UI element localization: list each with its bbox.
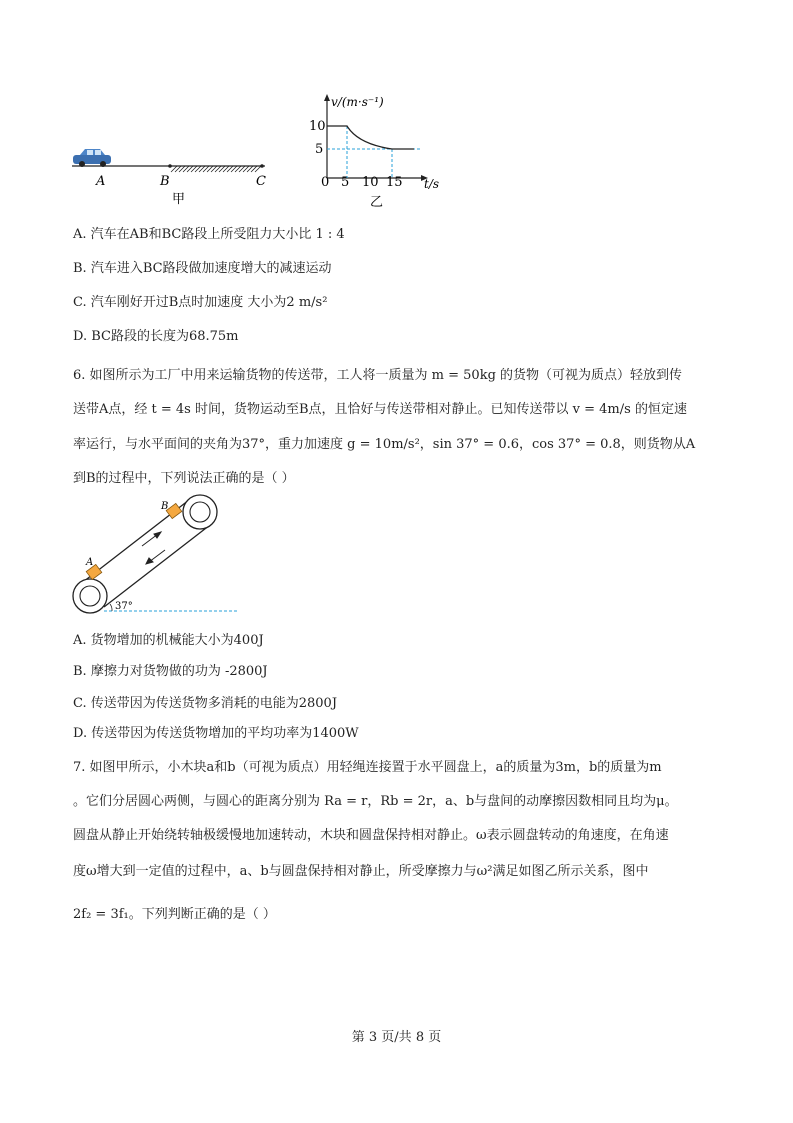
q6-option-a: A. 货物增加的机械能大小为400J xyxy=(73,633,264,648)
y-axis-label: v/(m·s⁻¹) xyxy=(331,95,384,109)
ytick-10: 10 xyxy=(309,119,326,134)
q6-option-d: D. 传送带因为传送货物增加的平均功率为1400W xyxy=(73,726,359,741)
rough-surface-bc xyxy=(171,166,261,172)
q7-stem-line5: 2f₂ = 3f₁。下列判断正确的是（ ） xyxy=(73,907,276,922)
label-point-a: A xyxy=(86,557,94,568)
q6-stem-line2: 送带A点，经 t = 4s 时间，货物运动至B点，且恰好与传送带相对静止。已知传送带以 v = 4m/s 的恒定速 xyxy=(73,402,687,417)
label-b: B xyxy=(160,174,170,189)
q5-option-c: C. 汽车刚好开过B点时加速度 大小为2 m/s² xyxy=(73,295,328,310)
q6-stem-line3: 率运行，与水平面间的夹角为37°，重力加速度 g = 10m/s²，sin 37° = 0.6，cos 37° = 0.8，则货物从A xyxy=(73,437,696,452)
point-b-dot xyxy=(168,164,172,168)
x-axis-label: t/s xyxy=(424,177,440,191)
q7-stem-line3: 圆盘从静止开始绕转轴极缓慢地加速转动，木块和圆盘保持相对静止。ω表示圆盘转动的角速度，在角速 xyxy=(73,828,669,843)
xtick-0: 0 xyxy=(321,175,330,190)
q5-option-d: D. BC路段的长度为68.75m xyxy=(73,329,239,344)
figure-jia xyxy=(70,145,290,205)
belt-direction-arrows xyxy=(142,532,165,564)
q7-stem-line1: 7. 如图甲所示，小木块a和b（可视为质点）用轻绳连接置于水平圆盘上，a的质量为3m，b的质量为m xyxy=(73,760,662,775)
q6-stem-line4: 到B的过程中，下列说法正确的是（ ） xyxy=(73,471,295,486)
point-c-dot xyxy=(260,164,264,168)
conveyor-belt xyxy=(73,495,217,613)
q5-option-b: B. 汽车进入BC路段做加速度增大的减速运动 xyxy=(73,261,332,276)
q6-option-c: C. 传送带因为传送货物多消耗的电能为2800J xyxy=(73,696,338,711)
angle-arc xyxy=(110,604,112,611)
q5-option-a: A. 汽车在AB和BC路段上所受阻力大小比 1 : 4 xyxy=(73,227,345,242)
angle-label: 37° xyxy=(115,601,133,612)
xtick-15: 15 xyxy=(386,175,403,190)
q6-option-b: B. 摩擦力对货物做的功为 -2800J xyxy=(73,664,268,679)
xtick-10: 10 xyxy=(362,175,379,190)
q6-stem-line1: 6. 如图所示为工厂中用来运输货物的传送带，工人将一质量为 m = 50kg 的货物（可视为质点）轻放到传 xyxy=(73,368,683,383)
velocity-curve xyxy=(327,126,414,149)
label-c: C xyxy=(256,174,266,189)
q7-stem-line2: 。它们分居圆心两侧，与圆心的距离分别为 Ra = r，Rb = 2r，a、b与盘间的动摩擦因数相同且均为μ。 xyxy=(73,794,678,809)
figure-yi-vt-graph xyxy=(300,90,460,214)
xtick-5: 5 xyxy=(341,175,350,190)
label-point-b: B xyxy=(161,501,169,512)
caption-jia: 甲 xyxy=(172,192,186,205)
caption-yi: 乙 xyxy=(370,195,384,210)
car-icon xyxy=(73,149,111,167)
ytick-5: 5 xyxy=(315,142,324,157)
page-footer: 第 3 页/共 8 页 xyxy=(351,1030,442,1045)
q7-stem-line4: 度ω增大到一定值的过程中，a、b与圆盘保持相对静止，所受摩擦力与ω²满足如图乙所示关系，图中 xyxy=(73,864,649,879)
figure-conveyor-belt xyxy=(70,494,250,616)
label-a: A xyxy=(96,174,106,189)
